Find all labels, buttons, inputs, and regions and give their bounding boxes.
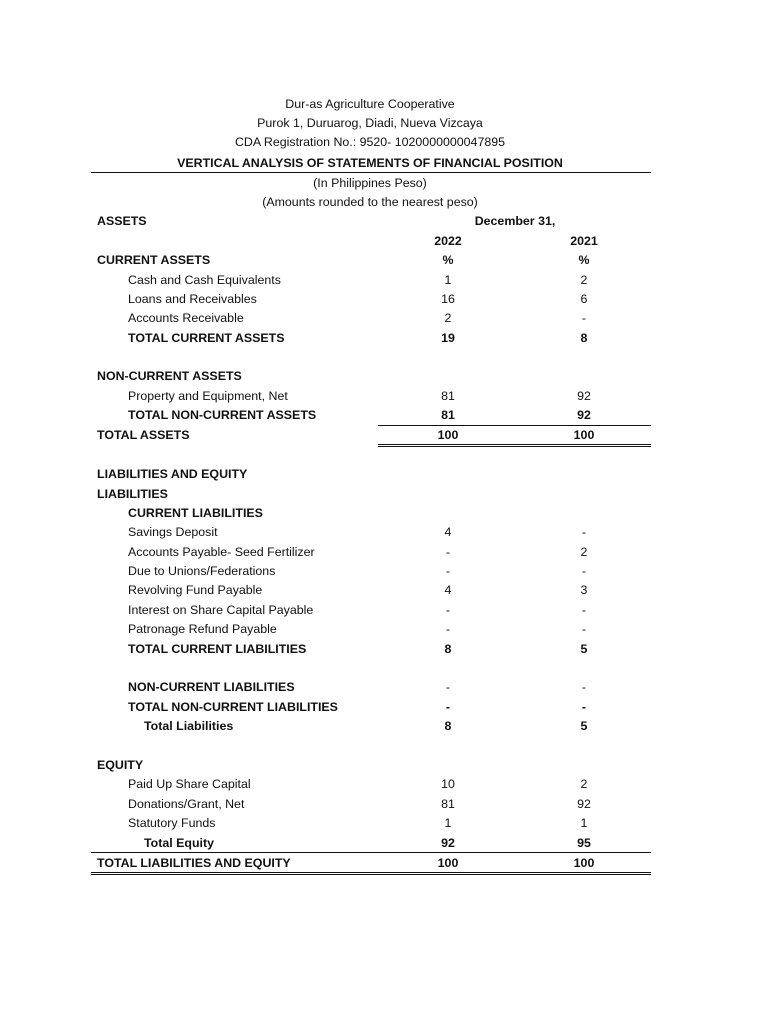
value-2022: 81 [441, 408, 455, 422]
value-2021: 5 [580, 719, 588, 733]
value-2021: - [581, 680, 587, 694]
grand-total-double-rule-1 [91, 872, 651, 873]
total-assets-top-rule [378, 425, 651, 426]
value-2021: 3 [580, 583, 588, 597]
value-2021: 8 [580, 331, 588, 345]
total-assets-double-rule-2 [378, 446, 651, 447]
value-2022: 1 [444, 273, 452, 287]
year-2021-header: 2021 [570, 234, 598, 248]
value-2022: 81 [441, 797, 455, 811]
row-label: TOTAL ASSETS [97, 428, 190, 442]
value-2021: 92 [577, 797, 591, 811]
statement-row [0, 679, 768, 695]
row-label: NON-CURRENT LIABILITIES [128, 680, 295, 694]
row-label: NON-CURRENT ASSETS [97, 369, 242, 383]
report-title: VERTICAL ANALYSIS OF STATEMENTS OF FINANCIAL POSITION [177, 156, 563, 170]
statement-row [0, 855, 768, 871]
row-label: Total Equity [144, 836, 214, 850]
row-label: Patronage Refund Payable [128, 622, 277, 636]
statement-row [0, 291, 768, 307]
value-2021: 5 [580, 642, 588, 656]
row-label: Paid Up Share Capital [128, 777, 251, 791]
statement-row [0, 388, 768, 404]
value-2022: - [445, 545, 451, 559]
value-2021: 6 [580, 292, 588, 306]
value-2022: 1 [444, 816, 452, 830]
value-2022: 81 [441, 389, 455, 403]
statement-row [0, 524, 768, 540]
currency-note: (In Philippines Peso) [313, 176, 427, 190]
row-label: Property and Equipment, Net [128, 389, 288, 403]
value-2021: - [581, 622, 587, 636]
row-label: CURRENT ASSETS [97, 253, 211, 267]
value-2022: - [445, 603, 451, 617]
assets-heading: ASSETS [97, 214, 147, 228]
value-2021: - [581, 311, 587, 325]
value-2022: - [445, 700, 451, 714]
statement-row [0, 486, 768, 502]
row-label: Savings Deposit [128, 525, 218, 539]
row-label: TOTAL NON-CURRENT LIABILITIES [128, 700, 338, 714]
year-2022-header: 2022 [434, 234, 462, 248]
row-label: LIABILITIES AND EQUITY [97, 467, 248, 481]
value-2022: 19 [441, 331, 455, 345]
value-2021: - [581, 525, 587, 539]
statement-row [0, 641, 768, 657]
statement-row [0, 272, 768, 288]
statement-row [0, 815, 768, 831]
row-label: EQUITY [97, 758, 144, 772]
value-2022: 4 [444, 583, 452, 597]
statement-row [0, 330, 768, 346]
value-2022: 100 [437, 856, 459, 870]
statement-row [0, 699, 768, 715]
row-label: Cash and Cash Equivalents [128, 273, 281, 287]
row-label: TOTAL LIABILITIES AND EQUITY [97, 856, 291, 870]
statement-row [0, 466, 768, 482]
statement-row [0, 835, 768, 851]
value-2021: - [581, 603, 587, 617]
statement-row [0, 621, 768, 637]
value-2022: 92 [441, 836, 455, 850]
statement-row [0, 796, 768, 812]
statement-row [0, 582, 768, 598]
organization-address: Purok 1, Duruarog, Diadi, Nueva Vizcaya [257, 116, 483, 130]
date-header: December 31, [474, 214, 556, 228]
row-label: Interest on Share Capital Payable [128, 603, 314, 617]
value-2021: 2 [580, 545, 588, 559]
statement-row [0, 563, 768, 579]
row-label: Accounts Payable- Seed Fertilizer [128, 545, 315, 559]
statement-row [0, 544, 768, 560]
value-2021: 2 [580, 273, 588, 287]
year-header-row [0, 233, 768, 249]
statement-row [0, 718, 768, 734]
unit-2022: % [442, 253, 454, 267]
statement-row [0, 757, 768, 773]
statement-row [0, 602, 768, 618]
value-2021: 2 [580, 777, 588, 791]
value-2022: - [445, 622, 451, 636]
unit-2021: % [578, 253, 590, 267]
value-2022: - [445, 564, 451, 578]
value-2021: 100 [573, 856, 595, 870]
value-2021: - [581, 700, 587, 714]
row-label: CURRENT LIABILITIES [128, 506, 263, 520]
row-label: TOTAL NON-CURRENT ASSETS [128, 408, 317, 422]
title-divider [91, 172, 651, 173]
statement-row [0, 505, 768, 521]
value-2022: 16 [441, 292, 455, 306]
row-label: Total Liabilities [144, 719, 234, 733]
value-2021: 92 [577, 408, 591, 422]
value-2022: 4 [444, 525, 452, 539]
row-label: Revolving Fund Payable [128, 583, 263, 597]
row-label: LIABILITIES [97, 487, 168, 501]
value-2021: 95 [577, 836, 591, 850]
equity-total-top-rule [91, 852, 651, 853]
row-label: Statutory Funds [128, 816, 216, 830]
value-2022: 8 [444, 719, 452, 733]
column-header-row [0, 213, 768, 229]
grand-total-double-rule-2 [91, 874, 651, 875]
statement-row [0, 427, 768, 443]
registration-number: CDA Registration No.: 9520- 1020000000047895 [234, 135, 506, 149]
value-2022: 10 [441, 777, 455, 791]
rounding-note: (Amounts rounded to the nearest peso) [262, 195, 478, 209]
organization-name: Dur-as Agriculture Cooperative [285, 97, 455, 111]
row-label: TOTAL CURRENT ASSETS [128, 331, 285, 345]
row-label: Donations/Grant, Net [128, 797, 245, 811]
value-2022: - [445, 680, 451, 694]
statement-row [0, 776, 768, 792]
value-2022: 2 [444, 311, 452, 325]
value-2022: 8 [444, 642, 452, 656]
statement-row [0, 407, 768, 423]
row-label: Due to Unions/Federations [128, 564, 276, 578]
statement-row [0, 368, 768, 384]
row-label: TOTAL CURRENT LIABILITIES [128, 642, 307, 656]
row-label: Accounts Receivable [128, 311, 244, 325]
value-2022: 100 [437, 428, 459, 442]
statement-row [0, 310, 768, 326]
value-2021: - [581, 564, 587, 578]
value-2021: 92 [577, 389, 591, 403]
row-label: Loans and Receivables [128, 292, 257, 306]
total-assets-double-rule-1 [378, 444, 651, 445]
value-2021: 1 [580, 816, 588, 830]
value-2021: 100 [573, 428, 595, 442]
statement-row [0, 252, 768, 268]
